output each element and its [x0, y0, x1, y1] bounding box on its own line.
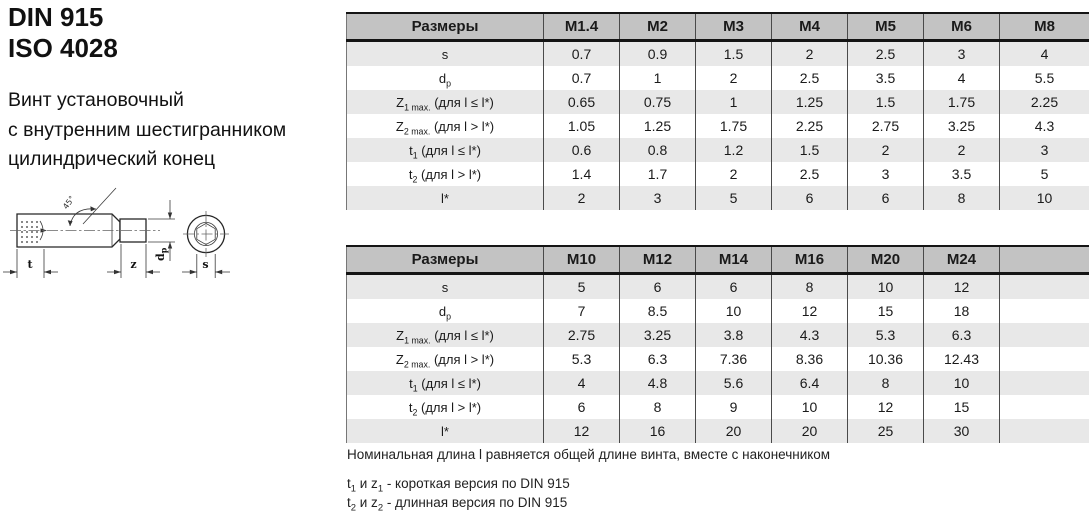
row-label: $Z_{2 max.}$ (для l > l*) [347, 347, 544, 371]
cell: 2 [696, 66, 772, 90]
cell: 6 [772, 186, 848, 210]
header-row [347, 13, 1089, 41]
cell: 2 [544, 186, 620, 210]
cell: 5.6 [696, 371, 772, 395]
cell: 4 [544, 371, 620, 395]
cell: 5.3 [848, 323, 924, 347]
cell: 10 [1000, 186, 1089, 210]
cell [1000, 347, 1089, 371]
cell: 2.25 [772, 114, 848, 138]
cell: 3 [924, 41, 1000, 67]
description-line-3: цилиндрический конец [8, 148, 216, 171]
cell: 6.3 [620, 347, 696, 371]
cell: 30 [924, 419, 1000, 443]
size-corner-header: Размеры [347, 246, 544, 274]
cell: 2.75 [848, 114, 924, 138]
table-row [347, 419, 1089, 443]
row-label: s [347, 41, 544, 67]
z-arrow-right [146, 270, 153, 274]
cell: 1 [620, 66, 696, 90]
row-label: $Z_{2 max.}$ (для l > l*) [347, 114, 544, 138]
column-header: M1.4 [544, 13, 620, 41]
cell: 12 [848, 395, 924, 419]
column-header: M12 [620, 246, 696, 274]
cell: 10 [924, 371, 1000, 395]
standard-iso: ISO 4028 [8, 33, 118, 64]
dim-label-dp: $d_p$ [154, 247, 169, 261]
cell: 5 [696, 186, 772, 210]
cell: 3.25 [620, 323, 696, 347]
table-body [347, 41, 1089, 211]
cell: 7 [544, 299, 620, 323]
size-corner-header: Размеры [347, 13, 544, 41]
cell: 6 [696, 274, 772, 300]
cell: 5.5 [1000, 66, 1089, 90]
cell: 4 [924, 66, 1000, 90]
row-label: $t_1$ (для l ≤ l*) [347, 138, 544, 162]
cell: 6.3 [924, 323, 1000, 347]
cell: 0.7 [544, 41, 620, 67]
table-row [347, 90, 1089, 114]
cell: 7.36 [696, 347, 772, 371]
cell: 3.8 [696, 323, 772, 347]
s-arrow-right [215, 270, 222, 274]
angle-label: 45° [61, 194, 77, 211]
cell: 10 [848, 274, 924, 300]
cell [1000, 419, 1089, 443]
row-label: s [347, 274, 544, 300]
cell: 12 [772, 299, 848, 323]
cell: 8 [620, 395, 696, 419]
row-label: $d_p$ [347, 299, 544, 323]
t-arrow-left [10, 270, 17, 274]
cell: 1 [696, 90, 772, 114]
cell: 0.65 [544, 90, 620, 114]
cell: 0.6 [544, 138, 620, 162]
cell [1000, 395, 1089, 419]
cell: 1.75 [696, 114, 772, 138]
cell: 6.4 [772, 371, 848, 395]
column-header: M8 [1000, 13, 1089, 41]
column-header: M5 [848, 13, 924, 41]
cell: 6 [620, 274, 696, 300]
table-row [347, 274, 1089, 300]
cell [1000, 323, 1089, 347]
cell: 9 [696, 395, 772, 419]
table-row [347, 138, 1089, 162]
cell: 16 [620, 419, 696, 443]
cell: 15 [924, 395, 1000, 419]
cell: 8.5 [620, 299, 696, 323]
cell: 25 [848, 419, 924, 443]
dim-label-t: t [27, 258, 33, 271]
cell: 20 [772, 419, 848, 443]
dim-label-z: z [130, 258, 137, 271]
cell: 2.25 [1000, 90, 1089, 114]
column-header: M14 [696, 246, 772, 274]
t-arrow-right [44, 270, 51, 274]
description-line-2: с внутренним шестигранником [8, 118, 287, 141]
cell: 1.4 [544, 162, 620, 186]
row-label: l* [347, 419, 544, 443]
cell [1000, 371, 1089, 395]
set-screw-technical-drawing [0, 185, 250, 320]
table-row [347, 162, 1089, 186]
column-header: M4 [772, 13, 848, 41]
cell: 3 [848, 162, 924, 186]
cell: 2 [696, 162, 772, 186]
column-header: M16 [772, 246, 848, 274]
cell [1000, 299, 1089, 323]
column-header: M2 [620, 13, 696, 41]
note-long-version: $t_2$ и $z_2$ - длинная версия по DIN 915 [347, 495, 568, 514]
cell: 1.75 [924, 90, 1000, 114]
cell: 4 [1000, 41, 1089, 67]
cell: 1.2 [696, 138, 772, 162]
row-label: l* [347, 186, 544, 210]
cell: 1.25 [772, 90, 848, 114]
cell: 8 [772, 274, 848, 300]
row-label: $Z_{1 max.}$ (для l ≤ l*) [347, 90, 544, 114]
cell: 3.25 [924, 114, 1000, 138]
standard-din: DIN 915 [8, 2, 104, 32]
table-row [347, 323, 1089, 347]
z-arrow-left [114, 270, 121, 274]
column-header: M20 [848, 246, 924, 274]
table-header [347, 246, 1089, 274]
note-short-version: $t_1$ и $z_1$ - короткая версия по DIN 915 [347, 476, 570, 495]
table-row [347, 371, 1089, 395]
cell: 0.8 [620, 138, 696, 162]
row-label: $Z_{1 max.}$ (для l ≤ l*) [347, 323, 544, 347]
row-label: $d_p$ [347, 66, 544, 90]
cell: 5 [1000, 162, 1089, 186]
cell: 15 [848, 299, 924, 323]
standards-block [8, 2, 118, 64]
table-row [347, 114, 1089, 138]
cell: 12 [924, 274, 1000, 300]
cell: 20 [696, 419, 772, 443]
hex-socket-hatch [20, 219, 40, 243]
dimensions-table-m1_4-m8 [346, 12, 1089, 210]
cell: 2 [772, 41, 848, 67]
table-row [347, 395, 1089, 419]
cell: 10.36 [848, 347, 924, 371]
column-header: M10 [544, 246, 620, 274]
cell: 1.7 [620, 162, 696, 186]
cell: 4.8 [620, 371, 696, 395]
cell: 18 [924, 299, 1000, 323]
dimensions-table-m10-m24 [346, 245, 1089, 443]
cell: 12.43 [924, 347, 1000, 371]
dim-label-s: s [202, 258, 209, 271]
cell: 1.5 [696, 41, 772, 67]
dp-arrow-bottom [168, 242, 172, 249]
set-screw-drawing-svg [0, 185, 250, 320]
cell: 3 [1000, 138, 1089, 162]
cell: 0.7 [544, 66, 620, 90]
cell: 5 [544, 274, 620, 300]
cell: 0.75 [620, 90, 696, 114]
cell: 2 [924, 138, 1000, 162]
cell [1000, 274, 1089, 300]
cell: 2.75 [544, 323, 620, 347]
row-label: $t_1$ (для l ≤ l*) [347, 371, 544, 395]
cell: 0.9 [620, 41, 696, 67]
cell: 1.5 [772, 138, 848, 162]
cell: 2.5 [772, 162, 848, 186]
table-header [347, 13, 1089, 41]
column-header: M3 [696, 13, 772, 41]
table-row [347, 66, 1089, 90]
cell: 1.25 [620, 114, 696, 138]
cell: 5.3 [544, 347, 620, 371]
description-line-1: Винт установочный [8, 89, 184, 111]
cell: 4.3 [1000, 114, 1089, 138]
cell: 6 [848, 186, 924, 210]
cell: 8 [924, 186, 1000, 210]
cell: 3 [620, 186, 696, 210]
cell: 10 [696, 299, 772, 323]
cell: 2.5 [848, 41, 924, 67]
cell: 8 [848, 371, 924, 395]
table-row [347, 347, 1089, 371]
column-header [1000, 246, 1089, 274]
column-header: M6 [924, 13, 1000, 41]
row-label: $t_2$ (для l > l*) [347, 395, 544, 419]
table-row [347, 41, 1089, 67]
cell: 1.05 [544, 114, 620, 138]
table-row [347, 186, 1089, 210]
cell: 6 [544, 395, 620, 419]
cell: 4.3 [772, 323, 848, 347]
table-row [347, 299, 1089, 323]
dp-arrow-top [168, 213, 172, 220]
cell: 2.5 [772, 66, 848, 90]
cell: 12 [544, 419, 620, 443]
cell: 10 [772, 395, 848, 419]
cell: 2 [848, 138, 924, 162]
cell: 1.5 [848, 90, 924, 114]
cell: 8.36 [772, 347, 848, 371]
cell: 3.5 [848, 66, 924, 90]
table-body [347, 274, 1089, 444]
column-header: M24 [924, 246, 1000, 274]
row-label: $t_2$ (для l > l*) [347, 162, 544, 186]
s-arrow-left [190, 270, 197, 274]
cell: 3.5 [924, 162, 1000, 186]
part-description [8, 86, 286, 175]
header-row [347, 246, 1089, 274]
note-nominal-length: Номинальная длина l равняется общей длине винта, вместе с наконечником [347, 447, 831, 462]
